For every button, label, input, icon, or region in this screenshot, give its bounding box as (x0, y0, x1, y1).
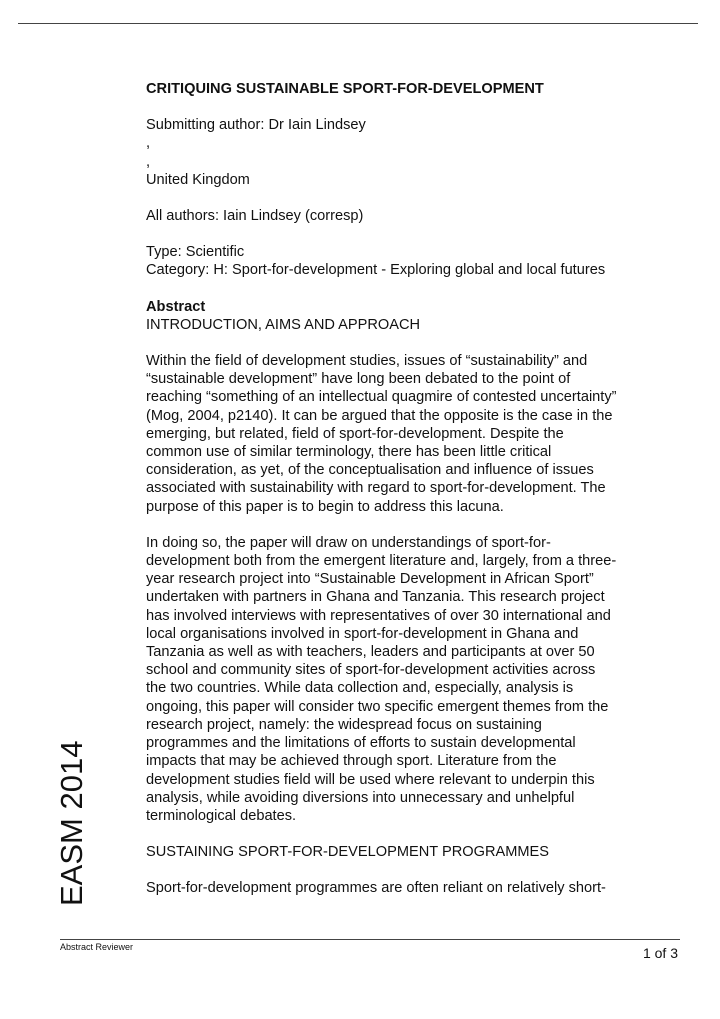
paragraph-line: the two countries. While data collection and, especially, analysis is (146, 680, 574, 697)
paragraph-3 (146, 879, 666, 897)
top-divider (18, 23, 698, 24)
author-country: United Kingdom (146, 171, 250, 188)
paragraph-line: school and community sites of sport-for-development activities across (146, 662, 596, 679)
paragraph-line: ongoing, this paper will consider two specific emergent themes from the (146, 698, 609, 715)
paragraph-line: (Mog, 2004, p2140). It can be argued that the opposite is the case in the (146, 407, 613, 424)
paragraph-line: emerging, but related, field of sport-for-development. Despite the (146, 425, 564, 442)
paragraph-line: associated with sustainability with regard to sport-for-development. The (146, 480, 606, 497)
address-line-2: , (146, 153, 151, 170)
section-heading-intro: INTRODUCTION, AIMS AND APPROACH (146, 316, 421, 333)
document-title: CRITIQUING SUSTAINABLE SPORT-FOR-DEVELOPMENT (146, 81, 544, 97)
paragraph-line: reaching “something of an intellectual quagmire of contested uncertainty” (146, 389, 617, 406)
paragraph-line: programmes and the limitations of efforts to sustain developmental (146, 735, 576, 752)
paragraph-line: Sport-for-development programmes are often reliant on relatively short- (146, 880, 606, 897)
conference-sidebar-label: EASM 2014 (54, 740, 89, 906)
footer-reviewer-label: Abstract Reviewer (60, 942, 134, 952)
paragraph-line: impacts that may be achieved through sport. Literature from the (146, 753, 557, 770)
paragraph-line: terminological debates. (146, 807, 297, 824)
paragraph-line: Within the field of development studies, issues of “sustainability” and (146, 353, 588, 370)
submission-category: Category: H: Sport-for-development - Exploring global and local futures (146, 262, 606, 279)
paragraph-line: In doing so, the paper will draw on understandings of sport-for- (146, 534, 551, 551)
paragraph-1 (146, 352, 666, 516)
footer-divider (60, 939, 680, 940)
abstract-body (146, 80, 666, 898)
paragraph-line: research project, namely: the widespread focus on sustaining (146, 716, 542, 733)
address-line-1: , (146, 135, 151, 152)
paragraph-line: development both from the emergent literature and, largely, from a three- (146, 553, 617, 570)
paragraph-line: local organisations involved in sport-for-development in Ghana and (146, 625, 579, 642)
section-heading-sustaining: SUSTAINING SPORT-FOR-DEVELOPMENT PROGRAMMES (146, 844, 550, 861)
paragraph-line: purpose of this paper is to begin to address this lacuna. (146, 498, 504, 515)
paragraph-line: development studies field will be used where relevant to underpin this (146, 771, 595, 788)
paragraph-line: Tanzania as well as with teachers, leaders and participants at over 50 (146, 644, 595, 661)
page-number: 1 of 3 (642, 945, 678, 961)
paragraph-line: consideration, as yet, of the conceptualisation and influence of issues (146, 462, 594, 479)
paragraph-line: “sustainable development” have long been debated to the point of (146, 371, 571, 388)
paragraph-line: analysis, while avoiding diversions into unnecessary and unhelpful (146, 789, 575, 806)
submission-type: Type: Scientific (146, 244, 245, 261)
abstract-heading: Abstract (146, 298, 206, 315)
all-authors: All authors: Iain Lindsey (corresp) (146, 208, 364, 225)
submitting-author: Submitting author: Dr Iain Lindsey (146, 117, 366, 134)
paragraph-line: year research project into “Sustainable Development in African Sport” (146, 571, 594, 588)
paragraph-line: common use of similar terminology, there has been little critical (146, 444, 552, 461)
paragraph-line: has involved interviews with representatives of over 30 international and (146, 607, 611, 624)
paragraph-line: undertaken with partners in Ghana and Tanzania. This research project (146, 589, 605, 606)
paragraph-2 (146, 534, 666, 825)
